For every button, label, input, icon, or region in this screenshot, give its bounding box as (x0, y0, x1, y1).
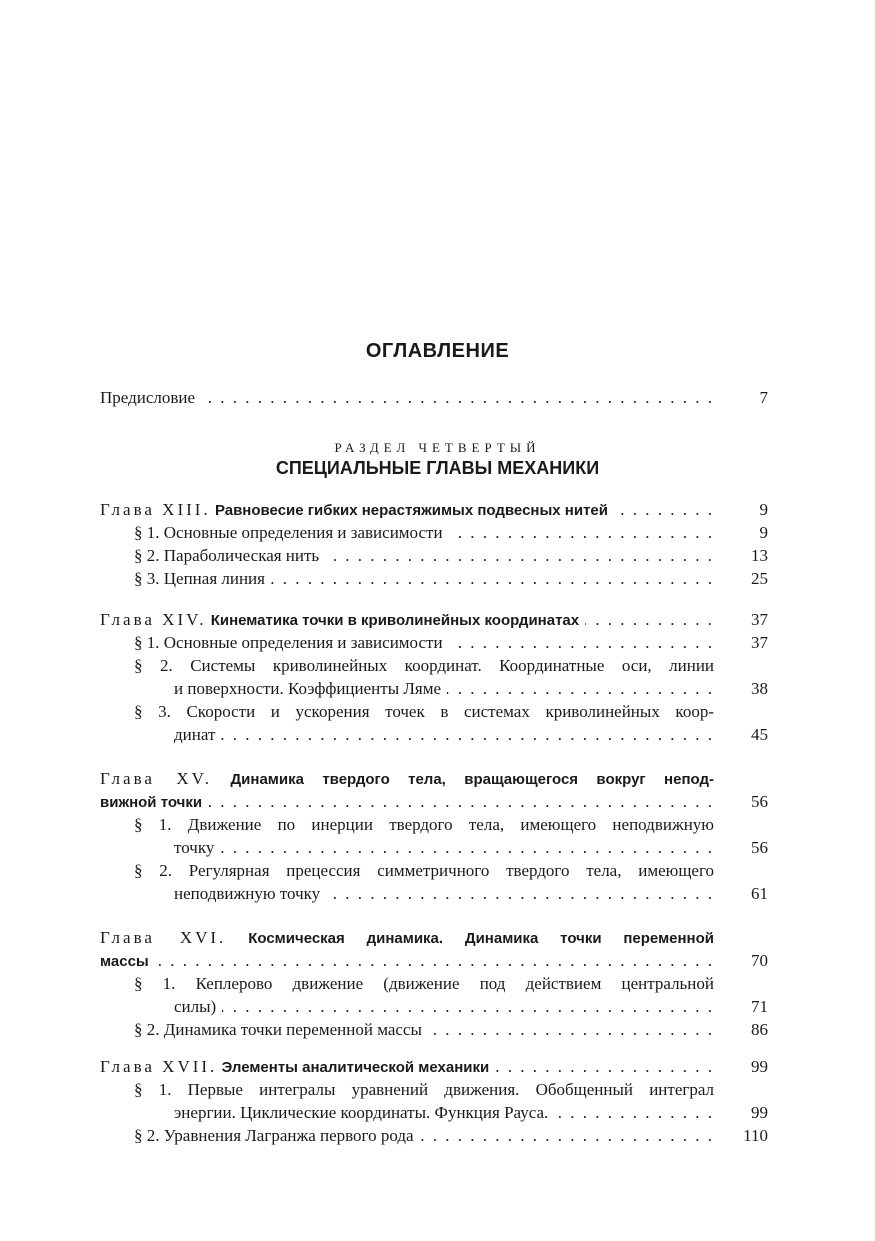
chapter-title: Космическая динамика. Динамика точки переменной (248, 930, 715, 947)
chapter-title: массы (100, 953, 149, 970)
page-number: 37 (751, 610, 768, 629)
page-number: 56 (751, 792, 768, 811)
section-number: § 1. (134, 815, 172, 834)
section-title: энергии. Циклические координаты. Функция Рауса. (174, 1103, 549, 1122)
toc-line-text (100, 767, 714, 791)
section-number: § 3. (134, 702, 171, 721)
toc-dotted-line (134, 544, 714, 568)
toc-dotted-line (100, 498, 714, 522)
page-number: 99 (751, 1103, 768, 1122)
page-number: 38 (751, 679, 768, 698)
chapter-title: вижной точки (100, 794, 203, 811)
page-number: 45 (751, 725, 768, 744)
section-title: Цепная линия (163, 569, 265, 588)
toc-dotted-line (174, 836, 714, 860)
section-title: СПЕЦИАЛЬНЫЕ ГЛАВЫ МЕХАНИКИ (275, 458, 600, 478)
toc-line-text (134, 859, 714, 883)
toc-dotted-line (134, 1124, 714, 1148)
toc-line-text (134, 1078, 714, 1102)
toc-dotted-line (134, 521, 714, 545)
toc-line-text (134, 813, 714, 837)
section-number: § 2. (134, 1126, 160, 1145)
toc-line-text (134, 567, 271, 591)
toc-line-text (174, 995, 222, 1019)
section-title: Уравнения Лагранжа первого рода (163, 1126, 414, 1145)
section-title: Динамика точки переменной массы (163, 1020, 422, 1039)
section-title: Основные определения и зависимости (163, 633, 443, 652)
toc-dotted-line (134, 1018, 714, 1042)
toc-dotted-line (100, 608, 714, 632)
section-number: § 1. (134, 633, 160, 652)
dot-leader (174, 995, 714, 1019)
page-number: 13 (751, 546, 768, 565)
toc-dotted-line (134, 567, 714, 591)
page-number: 37 (751, 633, 768, 652)
chapter-label: Глава XIII. (100, 500, 211, 519)
chapter-label: Глава XVII. (100, 1057, 218, 1076)
toc-entry-label: Предисловие (100, 386, 201, 410)
toc-line-text (174, 836, 220, 860)
toc-line-text (134, 972, 714, 996)
toc-dotted-line (100, 790, 714, 814)
section-title: и поверхности. Коэффициенты Ляме (174, 679, 442, 698)
toc-dotted-line (174, 677, 714, 701)
page-number: 9 (759, 523, 768, 542)
section-title: точку (174, 838, 215, 857)
toc-line-text (174, 882, 326, 906)
section-title: Параболическая нить (163, 546, 320, 565)
page-number: 86 (751, 1020, 768, 1039)
toc-line-text (134, 1124, 420, 1148)
toc-dotted-line (174, 882, 714, 906)
toc-dotted-line (174, 995, 714, 1019)
toc-line-text (134, 654, 714, 678)
chapter-label: Глава XVI. (100, 928, 227, 947)
section-title: Регулярная прецессия симметричного твердого тела, имеющего (188, 861, 715, 880)
toc-title: ОГЛАВЛЕНИЕ (365, 340, 510, 362)
toc-line-text (100, 608, 585, 633)
chapter-title: Элементы аналитической механики (221, 1059, 490, 1076)
chapter-label: Глава XIV. (100, 610, 207, 629)
chapter-title: Динамика твердого тела, вращающегося вокруг непод- (230, 771, 715, 788)
section-title: Первые интегралы уравнений движения. Обобщенный интеграл (187, 1080, 715, 1099)
page-number: 99 (751, 1057, 768, 1076)
section-number: § 1. (134, 974, 176, 993)
section-title: Движение по инерции твердого тела, имеющего неподвижную (187, 815, 714, 834)
toc-line-text (100, 498, 614, 523)
dot-leader (174, 836, 714, 860)
page-number: 110 (743, 1126, 768, 1145)
toc-dotted-line (134, 631, 714, 655)
section-number: § 1. (134, 523, 160, 542)
toc-line-text (174, 723, 221, 747)
toc-dotted-line (174, 723, 714, 747)
toc-dotted-line (100, 949, 714, 973)
section-number: § 1. (134, 1080, 172, 1099)
section-number: § 2. (134, 1020, 160, 1039)
chapter-label: Глава XV. (100, 769, 213, 788)
page-number: 56 (751, 838, 768, 857)
page-number: 71 (751, 997, 768, 1016)
page-number: 25 (751, 569, 768, 588)
toc-line-text (100, 926, 714, 950)
page-number: 61 (751, 884, 768, 903)
page-number: 9 (759, 500, 768, 519)
section-title: Скорости и ускорения точек в системах криволинейных коор- (186, 702, 714, 721)
toc-line-text (134, 700, 714, 724)
toc-line-text (174, 1101, 554, 1125)
section-number: § 2. (134, 656, 173, 675)
toc-line-text (100, 949, 155, 974)
page-number: 7 (759, 388, 768, 407)
toc-line-text (174, 677, 447, 701)
section-number: § 3. (134, 569, 160, 588)
section-title: неподвижную точку (174, 884, 321, 903)
section-title: динат (174, 725, 216, 744)
dot-leader (100, 949, 714, 973)
toc-line-text (134, 1018, 428, 1042)
section-kicker: РАЗДЕЛ ЧЕТВЕРТЫЙ (334, 440, 541, 455)
section-title: Системы криволинейных координат. Координатные оси, линии (190, 656, 715, 675)
toc-line-text (134, 631, 449, 655)
chapter-title: Кинематика точки в криволинейных координатах (210, 612, 580, 629)
toc-line-text (134, 521, 449, 545)
toc-dotted-line (100, 1055, 714, 1079)
page-number: 70 (751, 951, 768, 970)
section-title: Кеплерово движение (движение под действием центральной (195, 974, 714, 993)
toc-entry-preface (100, 386, 714, 410)
toc-line-text (100, 790, 208, 815)
toc-dotted-line (174, 1101, 714, 1125)
chapter-title: Равновесие гибких нерастяжимых подвесных нитей (214, 502, 608, 519)
toc-line-text (134, 544, 325, 568)
section-title: Основные определения и зависимости (163, 523, 443, 542)
toc-line-text (100, 1055, 495, 1080)
section-number: § 2. (134, 861, 172, 880)
section-number: § 2. (134, 546, 160, 565)
dot-leader (174, 723, 714, 747)
section-title: силы) (174, 997, 217, 1016)
